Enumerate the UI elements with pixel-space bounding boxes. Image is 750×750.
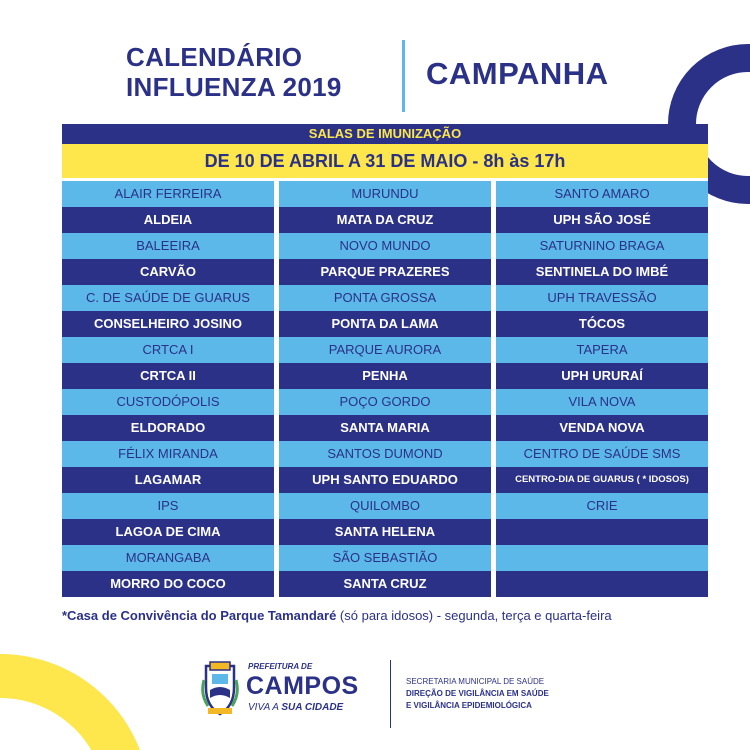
logo-slogan <box>248 702 343 713</box>
immunization-table <box>62 124 708 598</box>
table-cell: CARVÃO <box>62 259 274 285</box>
table-cell: UPH SANTO EDUARDO <box>279 467 491 493</box>
footnote <box>62 606 722 626</box>
table-cell: UPH URURAÍ <box>496 363 708 389</box>
table-cell: VENDA NOVA <box>496 415 708 441</box>
table-cell: PENHA <box>279 363 491 389</box>
table-cell: ALDEIA <box>62 207 274 233</box>
table-cell: SANTA CRUZ <box>279 571 491 597</box>
slogan-prefix: VIVA A <box>248 702 282 713</box>
table-cell: ALAIR FERREIRA <box>62 181 274 207</box>
table-cell <box>496 519 708 545</box>
table-cell: CRIE <box>496 493 708 519</box>
decorative-arc-bottom-left <box>0 654 150 750</box>
table-cell: ELDORADO <box>62 415 274 441</box>
table-cell: BALEEIRA <box>62 233 274 259</box>
table-cell: NOVO MUNDO <box>279 233 491 259</box>
secretaria-line-1: SECRETARIA MUNICIPAL DE SAÚDE <box>406 677 545 686</box>
table-cell: SANTO AMARO <box>496 181 708 207</box>
table-cell: C. DE SAÚDE DE GUARUS <box>62 285 274 311</box>
table-cell: CRTCA II <box>62 363 274 389</box>
table-cell: FÉLIX MIRANDA <box>62 441 274 467</box>
table-cell: CENTRO-DIA DE GUARUS ( * IDOSOS) <box>496 467 708 493</box>
table-cell: MORANGABA <box>62 545 274 571</box>
table-cell: UPH SÃO JOSÉ <box>496 207 708 233</box>
table-cell: SANTA HELENA <box>279 519 491 545</box>
table-cell: MORRO DO COCO <box>62 571 274 597</box>
slogan-bold: SUA CIDADE <box>281 702 344 713</box>
table-cell: SÃO SEBASTIÃO <box>279 545 491 571</box>
table-column-1 <box>62 181 274 597</box>
footer-divider <box>390 660 391 728</box>
table-cell: VILA NOVA <box>496 389 708 415</box>
title-line-2: INFLUENZA 2019 <box>126 72 342 102</box>
table-cell: TAPERA <box>496 337 708 363</box>
table-cell: SENTINELA DO IMBÉ <box>496 259 708 285</box>
table-cell: CONSELHEIRO JOSINO <box>62 311 274 337</box>
title-divider <box>402 40 405 112</box>
secretaria-line-3: E VIGILÂNCIA EPIDEMIOLÓGICA <box>406 701 532 710</box>
footnote-location: *Casa de Convivência do Parque Tamandaré <box>62 608 337 623</box>
page-title <box>126 42 386 102</box>
table-cell: QUILOMBO <box>279 493 491 519</box>
table-cell: PARQUE PRAZERES <box>279 259 491 285</box>
table-cell: POÇO GORDO <box>279 389 491 415</box>
secretaria-info <box>406 676 549 712</box>
table-cell: SATURNINO BRAGA <box>496 233 708 259</box>
table-cell: PONTA GROSSA <box>279 285 491 311</box>
campos-logo <box>200 660 380 720</box>
table-cell: CUSTODÓPOLIS <box>62 389 274 415</box>
table-cell <box>496 545 708 571</box>
coat-of-arms-icon <box>200 660 240 718</box>
table-cell <box>496 571 708 597</box>
campaign-title: CAMPANHA <box>426 56 609 91</box>
table-cell: LAGOA DE CIMA <box>62 519 274 545</box>
table-column-3 <box>496 181 708 597</box>
table-cell: CENTRO DE SAÚDE SMS <box>496 441 708 467</box>
title-line-1: CALENDÁRIO <box>126 42 303 72</box>
footnote-schedule: (só para idosos) - segunda, terça e quarta-feira <box>336 608 612 623</box>
logo-name: CAMPOS <box>246 672 359 700</box>
table-cell: CRTCA I <box>62 337 274 363</box>
table-cell: LAGAMAR <box>62 467 274 493</box>
table-cell: PONTA DA LAMA <box>279 311 491 337</box>
table-cell: MATA DA CRUZ <box>279 207 491 233</box>
logo-prefix: PREFEITURA DE <box>248 662 313 671</box>
table-cell: MURUNDU <box>279 181 491 207</box>
table-cell: IPS <box>62 493 274 519</box>
table-header: SALAS DE IMUNIZAÇÃO <box>62 124 708 144</box>
table-cell: SANTOS DUMOND <box>279 441 491 467</box>
table-column-2 <box>279 181 491 597</box>
secretaria-line-2: DIREÇÃO DE VIGILÂNCIA EM SAÚDE <box>406 689 549 698</box>
table-cell: TÓCOS <box>496 311 708 337</box>
table-cell: UPH TRAVESSÃO <box>496 285 708 311</box>
date-range: DE 10 DE ABRIL A 31 DE MAIO - 8h às 17h <box>62 144 708 178</box>
table-cell: SANTA MARIA <box>279 415 491 441</box>
table-cell: PARQUE AURORA <box>279 337 491 363</box>
